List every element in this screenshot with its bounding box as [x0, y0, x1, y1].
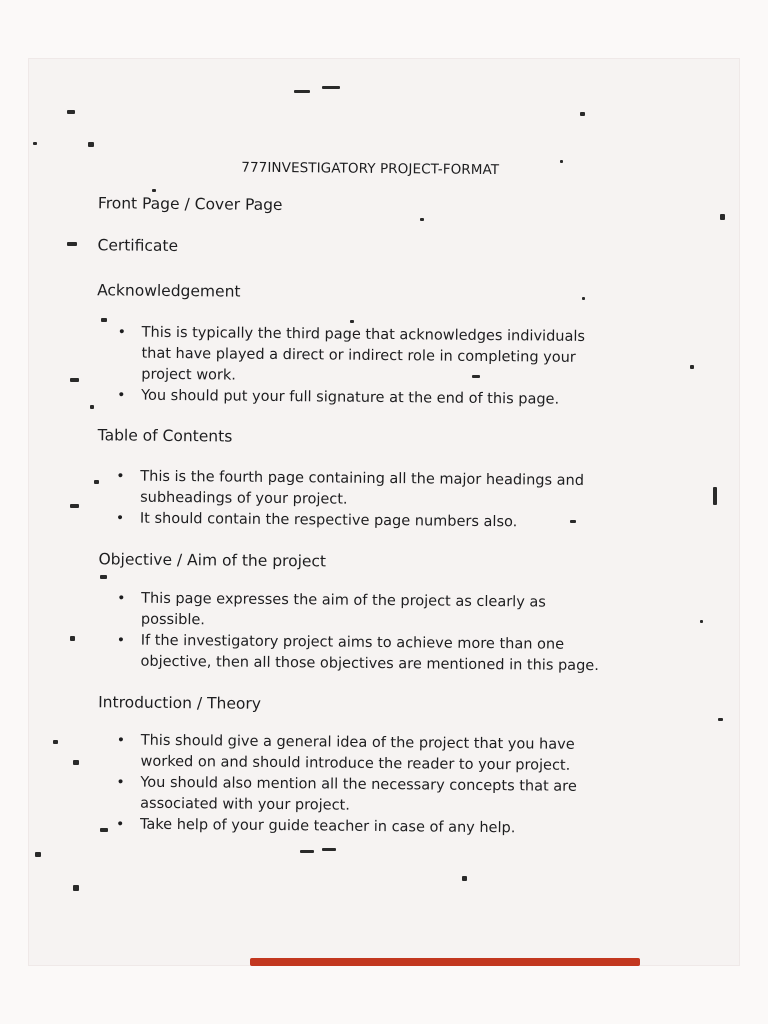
list-item-line: This is typically the third page that acknowledges individuals [141, 324, 586, 345]
list-item [115, 588, 600, 635]
list-item-line: possible. [140, 611, 206, 629]
section-heading-table-of-contents: Table of Contents [97, 426, 233, 446]
introduction-bullet-list [114, 730, 577, 839]
list-item [115, 322, 585, 390]
list-item-line: You should put your full signature at the end of this page. [141, 387, 560, 408]
list-item-line: worked on and should introduce the reader to your project. [140, 753, 571, 774]
section-heading-acknowledgement: Acknowledgement [97, 281, 241, 301]
list-item-line: Take help of your guide teacher in case of any help. [139, 816, 516, 837]
list-item [115, 385, 584, 411]
list-item-line: This is the fourth page containing all the major headings and [140, 468, 585, 489]
section-heading-certificate: Certificate [97, 236, 179, 256]
list-item [114, 772, 577, 818]
list-item-line: This page expresses the aim of the project as clearly as [141, 590, 546, 611]
list-item-line: You should also mention all the necessary concepts that are [140, 774, 577, 795]
list-item-line: This should give a general idea of the project that you have [140, 732, 575, 753]
list-item [114, 630, 599, 677]
list-item-line: associated with your project. [140, 795, 350, 814]
acknowledgement-bullet-list [115, 322, 585, 411]
list-item-line: It should contain the respective page numbers also. [139, 510, 518, 531]
list-item [114, 466, 584, 513]
list-item-line: subheadings of your project. [140, 489, 348, 508]
list-item [114, 814, 577, 839]
list-item [114, 730, 577, 776]
section-heading-front-page: Front Page / Cover Page [97, 194, 283, 215]
list-item-line: If the investigatory project aims to achieve more than one [140, 632, 565, 653]
section-heading-objective: Objective / Aim of the project [98, 550, 327, 571]
list-item-line: objective, then all those objectives are mentioned in this page. [140, 653, 599, 675]
list-item-line: that have played a direct or indirect role in completing your [141, 345, 576, 366]
table-of-contents-bullet-list [114, 466, 584, 534]
list-item [114, 508, 584, 534]
document-title: 777INVESTIGATORY PROJECT-FORMAT [241, 159, 500, 179]
list-item-line: project work. [141, 366, 237, 384]
objective-bullet-list [114, 588, 599, 677]
section-heading-introduction: Introduction / Theory [98, 693, 262, 713]
